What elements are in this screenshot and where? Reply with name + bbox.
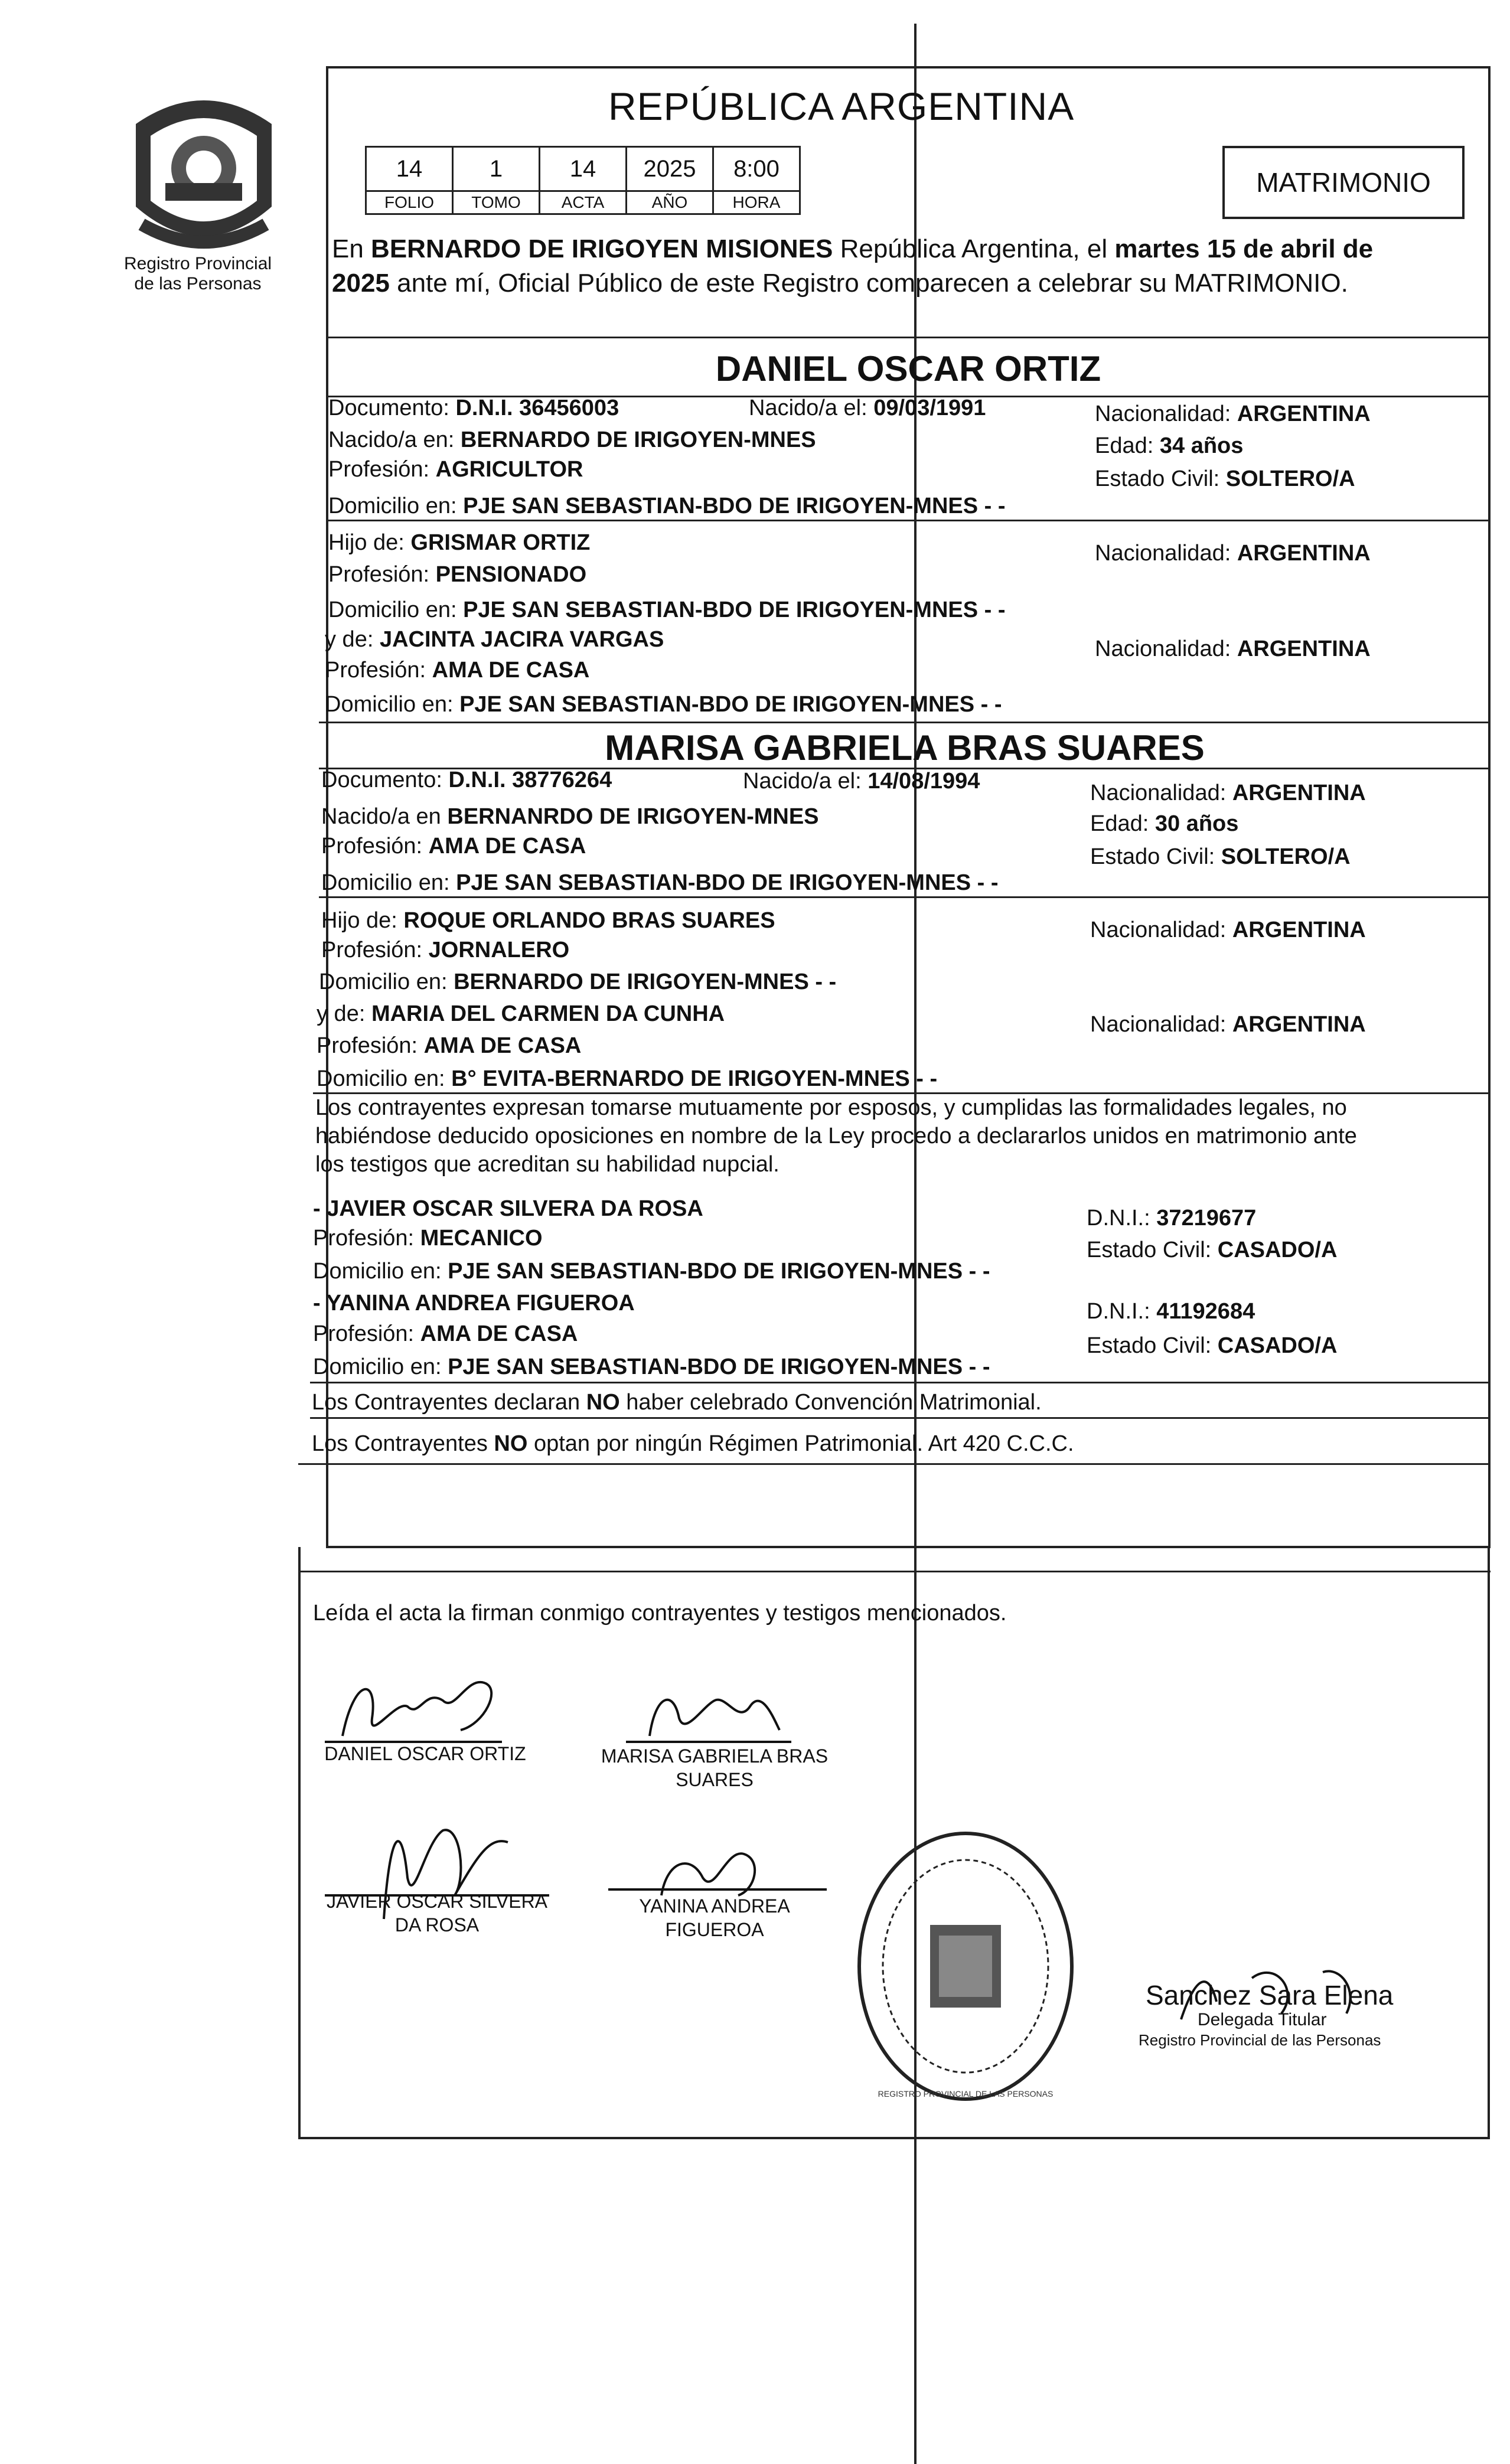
- witness-2-address: Domicilio en: PJE SAN SEBASTIAN-BDO DE IRIGOYEN-MNES - -: [313, 1355, 990, 1379]
- document-title: REPÚBLICA ARGENTINA: [608, 84, 1075, 128]
- official-office: Registro Provincial de las Personas: [1139, 2031, 1381, 2049]
- bride-age: Edad: 30 años: [1090, 811, 1239, 836]
- witness-2-signature-label: YANINA ANDREA FIGUEROA: [639, 1895, 790, 1940]
- witness-1-profession: Profesión: MECANICO: [313, 1226, 543, 1251]
- intro-paragraph: En BERNARDO DE IRIGOYEN MISIONES República Argentina, el martes 15 de abril de 2025 ante mí, Oficial Público de este Registro comparecen a celebrar su MATRIMONIO.: [332, 234, 1374, 298]
- divider: [310, 1382, 1491, 1383]
- registry-name: Registro Provincial de las Personas: [123, 254, 272, 293]
- groom-father-nationality: Nacionalidad: ARGENTINA: [1095, 541, 1371, 566]
- bride-birth-date: Nacido/a el: 14/08/1994: [743, 769, 980, 794]
- bride-signature: [602, 1671, 815, 1754]
- official-name: Sanchez Sara Elena: [1146, 1980, 1394, 2011]
- bride-father-address: Domicilio en: BERNARDO DE IRIGOYEN-MNES - -: [319, 970, 837, 994]
- groom-birth-date: Nacido/a el: 09/03/1991: [749, 396, 986, 420]
- bride-mother: y de: MARIA DEL CARMEN DA CUNHA: [317, 1001, 725, 1026]
- groom-father: Hijo de: GRISMAR ORTIZ: [328, 530, 591, 555]
- groom-father-profession: Profesión: PENSIONADO: [328, 562, 587, 587]
- groom-mother-profession: Profesión: AMA DE CASA: [325, 658, 590, 683]
- ano-value: 2025: [627, 147, 713, 191]
- bride-civil-status: Estado Civil: SOLTERO/A: [1090, 844, 1351, 869]
- groom-signature-label: DANIEL OSCAR ORTIZ: [324, 1743, 526, 1764]
- groom-address: Domicilio en: PJE SAN SEBASTIAN-BDO DE IRIGOYEN-MNES - -: [328, 494, 1006, 518]
- regime-statement: Los Contrayentes NO optan por ningún Régimen Patrimonial. Art 420 C.C.C.: [312, 1431, 1074, 1456]
- declaration-text: Los contrayentes expresan tomarse mutuamente por esposos, y cumplidas las formalidades legales, no habiéndose deducido oposiciones en nombre de la Ley procedo a declararlos unidos en matrimonio ante los testigos que acreditan su habilidad nupcial.: [315, 1095, 1357, 1177]
- divider: [326, 337, 1491, 338]
- folio-label: FOLIO: [366, 191, 453, 214]
- witness-2-profession: Profesión: AMA DE CASA: [313, 1321, 578, 1346]
- hora-label: HORA: [713, 191, 800, 214]
- witness-2-name: - YANINA ANDREA FIGUEROA: [313, 1291, 635, 1316]
- tomo-label: TOMO: [453, 191, 540, 214]
- divider: [326, 520, 1491, 521]
- witness-2-civil-status: Estado Civil: CASADO/A: [1087, 1333, 1338, 1358]
- folio-value: 14: [366, 147, 453, 191]
- groom-father-address: Domicilio en: PJE SAN SEBASTIAN-BDO DE IRIGOYEN-MNES - -: [328, 598, 1006, 622]
- convention-statement: Los Contrayentes declaran NO haber celebrado Convención Matrimonial.: [312, 1390, 1042, 1415]
- closing-text: Leída el acta la firman conmigo contrayentes y testigos mencionados.: [313, 1601, 1007, 1626]
- groom-mother-nationality: Nacionalidad: ARGENTINA: [1095, 637, 1371, 661]
- bride-father-profession: Profesión: JORNALERO: [321, 938, 570, 962]
- registry-table: [365, 146, 801, 215]
- bride-name: MARISA GABRIELA BRAS SUARES: [605, 728, 1205, 768]
- acta-value: 14: [540, 147, 627, 191]
- divider: [298, 1463, 1491, 1465]
- bride-mother-address: Domicilio en: B° EVITA-BERNARDO DE IRIGOYEN-MNES - -: [317, 1066, 938, 1091]
- bride-document: Documento: D.N.I. 38776264: [321, 768, 612, 792]
- official-stamp: [850, 1825, 1081, 2108]
- witness-1-dni: D.N.I.: 37219677: [1087, 1206, 1257, 1231]
- stamp-text: REGISTRO PROVINCIAL DE LAS PERSONAS: [878, 2089, 1054, 2099]
- witness-1-civil-status: Estado Civil: CASADO/A: [1087, 1238, 1338, 1262]
- divider: [319, 722, 1491, 723]
- groom-profession: Profesión: AGRICULTOR: [328, 457, 583, 482]
- groom-document: Documento: D.N.I. 36456003: [328, 396, 619, 420]
- ano-label: AÑO: [627, 191, 713, 214]
- bride-mother-nationality: Nacionalidad: ARGENTINA: [1090, 1012, 1366, 1037]
- groom-name: DANIEL OSCAR ORTIZ: [715, 349, 1101, 389]
- bride-birth-place: Nacido/a en BERNANRDO DE IRIGOYEN-MNES: [321, 804, 819, 829]
- hora-value: 8:00: [713, 147, 800, 191]
- divider: [319, 896, 1491, 898]
- official-role: Delegada Titular: [1198, 2010, 1327, 2029]
- witness-2-dni: D.N.I.: 41192684: [1087, 1299, 1255, 1324]
- witness-1-address: Domicilio en: PJE SAN SEBASTIAN-BDO DE IRIGOYEN-MNES - -: [313, 1259, 990, 1284]
- act-type-box: MATRIMONIO: [1222, 146, 1465, 219]
- tomo-value: 1: [453, 147, 540, 191]
- bride-profession: Profesión: AMA DE CASA: [321, 834, 586, 859]
- divider: [298, 1571, 1491, 1572]
- bride-nationality: Nacionalidad: ARGENTINA: [1090, 781, 1366, 805]
- witness-1-signature-label: JAVIER OSCAR SILVERA DA ROSA: [326, 1891, 548, 1936]
- groom-nationality: Nacionalidad: ARGENTINA: [1095, 402, 1371, 426]
- bride-mother-profession: Profesión: AMA DE CASA: [317, 1033, 582, 1058]
- bride-father: Hijo de: ROQUE ORLANDO BRAS SUARES: [321, 908, 775, 933]
- groom-signature: [307, 1665, 531, 1754]
- acta-label: ACTA: [540, 191, 627, 214]
- bride-father-nationality: Nacionalidad: ARGENTINA: [1090, 918, 1366, 942]
- divider: [310, 1417, 1491, 1419]
- groom-birth-place: Nacido/a en: BERNARDO DE IRIGOYEN-MNES: [328, 427, 816, 452]
- groom-age: Edad: 34 años: [1095, 433, 1244, 458]
- witness-1-name: - JAVIER OSCAR SILVERA DA ROSA: [313, 1196, 703, 1221]
- groom-civil-status: Estado Civil: SOLTERO/A: [1095, 466, 1355, 491]
- groom-mother-address: Domicilio en: PJE SAN SEBASTIAN-BDO DE IRIGOYEN-MNES - -: [325, 692, 1002, 717]
- bride-signature-label: MARISA GABRIELA BRAS SUARES: [601, 1745, 829, 1790]
- bride-address: Domicilio en: PJE SAN SEBASTIAN-BDO DE IRIGOYEN-MNES - -: [321, 870, 999, 895]
- groom-mother: y de: JACINTA JACIRA VARGAS: [325, 627, 664, 652]
